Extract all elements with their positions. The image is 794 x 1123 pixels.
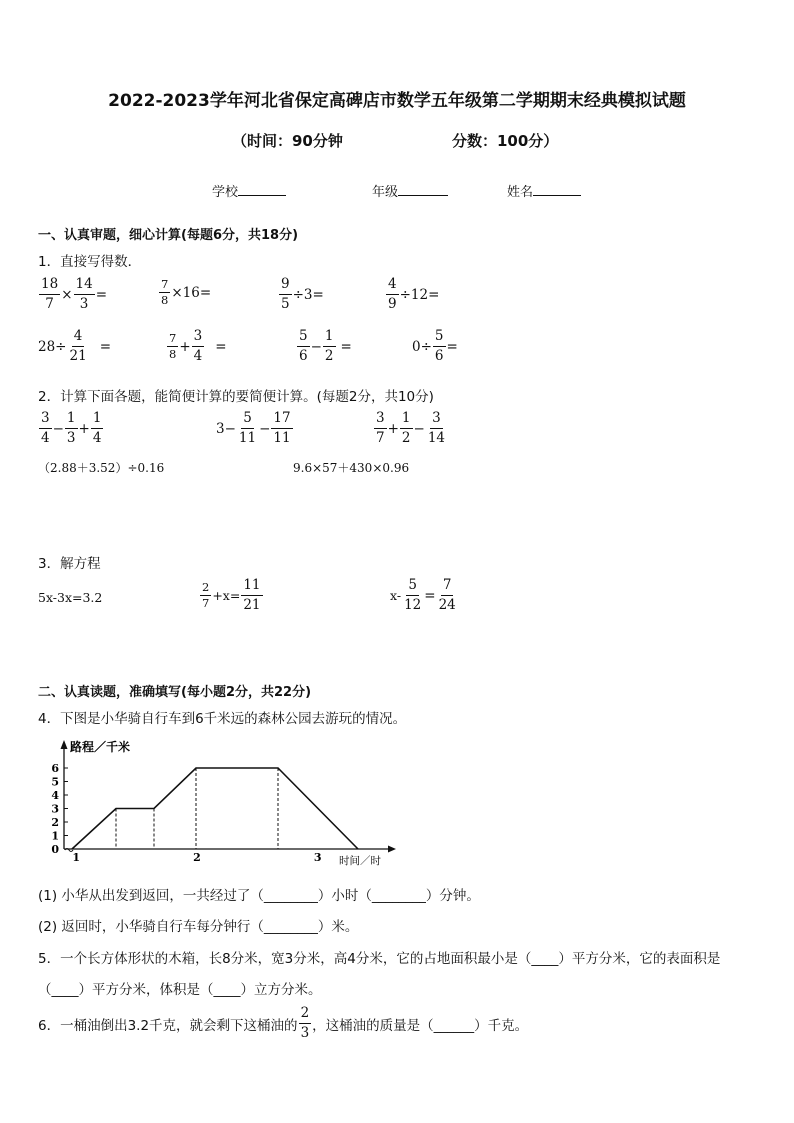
y-axis-arrow xyxy=(61,740,68,749)
y-tick-label: 6 xyxy=(51,762,59,775)
q1-prompt: 1．直接写得数． xyxy=(38,254,142,270)
q6 xyxy=(38,1005,528,1042)
q1-expr-5: 28÷ $\frac{4}{21}$ = xyxy=(38,328,111,364)
y-tick-label: 1 xyxy=(51,829,59,843)
q2-expr-5: 9.6×57＋430×0.96 xyxy=(293,461,410,475)
q3-equation-3: x- $\frac{5}{12}$ = $\frac{7}{24}$ xyxy=(390,577,456,613)
q2-expr-4: （2.88＋3.52）÷0.16 xyxy=(38,461,165,475)
y-tick-label: 2 xyxy=(51,816,59,829)
y-tick-label: 3 xyxy=(51,802,59,816)
q1-expr-4: $\frac{4}{9}$ ÷12= xyxy=(388,276,440,312)
grade-label-prefix: 年 xyxy=(372,185,386,200)
name-blank[interactable] xyxy=(533,181,581,196)
school-label: 学校 xyxy=(212,185,239,200)
page-title: 2022-2023学年河北省保定高碑店市数学五年级第二学期期末经典模拟试题 xyxy=(108,91,686,111)
school-blank[interactable] xyxy=(238,181,286,196)
q1-expr-8: 0÷ $\frac{5}{6}$ = xyxy=(412,328,458,364)
q4-prompt: 4．下图是小华骑自行车到6千米远的森林公园去游玩的情况。 xyxy=(38,711,407,727)
x-axis-arrow xyxy=(388,846,396,853)
q2-expr-3: 3 7 + $\frac{1}{2}$ − $\frac{3}{14}$ xyxy=(376,410,445,446)
q5-line1: 5．一个长方体形状的木箱，长8分米，宽3分米，高4分米，它的占地面积最小是（____）平方分米，它的表面积是 xyxy=(38,951,721,967)
q5-line2: （____）平方分米，体积是（____）立方分米。 xyxy=(38,982,322,998)
q2-expr-2: 3− $\frac{5}{11}$ − $\frac{17}{11}$ xyxy=(216,410,291,446)
x-tick-label: 3 xyxy=(313,851,322,864)
q3-equation-1: 5x-3x=3.2 xyxy=(38,590,103,605)
x-tick-label: 2 xyxy=(193,851,201,864)
series-line xyxy=(72,768,358,849)
q3-equation-2: 2 7 +x= $\frac{11}{21}$ xyxy=(202,577,261,613)
q1-expr-1: $\frac{18}{7}$ × $\frac{14}{3}$ = xyxy=(41,276,107,312)
q4-sub2: (2) 返回时，小华骑自行车每分钟行（________）米。 xyxy=(38,919,359,935)
q1-expr-7: 5 6 − $\frac{1}{2}$ = xyxy=(299,328,352,364)
y-tick-label: 4 xyxy=(51,789,59,802)
name-label: 姓名 xyxy=(507,185,534,200)
q6-text-before: 6．一桶油倒出3.2千克，就会剩下这桶油的 xyxy=(38,1017,298,1034)
q1-expr-2: $\frac{7}{8}$ ×16= xyxy=(161,277,212,307)
x-tick-label: 1 xyxy=(72,851,81,864)
q6-fraction: 2 3 xyxy=(300,1005,310,1041)
grade-label: 级 xyxy=(385,185,399,200)
q1-expr-3: $\frac{9}{5}$ ÷3= xyxy=(281,276,324,312)
q2-expr-1: 3 4 − $\frac{1}{3}$ + $\frac{1}{4}$ xyxy=(41,410,102,446)
q6-text-after: ，这桶油的质量是（______）千克。 xyxy=(312,1017,529,1034)
school-field xyxy=(212,181,286,200)
exam-time: （时间：90分钟 xyxy=(232,132,343,150)
q4-sub1: (1) 小华从出发到返回，一共经过了（________）小时（________）分钟。 xyxy=(38,888,480,904)
name-field xyxy=(507,181,581,200)
section1-heading: 一、认真审题，细心计算(每题6分，共18分) xyxy=(38,228,299,243)
distance-time-chart xyxy=(36,735,406,870)
grade-field xyxy=(372,181,448,200)
y-tick-label: 5 xyxy=(51,775,59,789)
exam-score: 分数：100分） xyxy=(452,132,559,150)
y-tick-label: 0 xyxy=(51,843,59,856)
x-axis-label: 时间／时 xyxy=(339,855,381,867)
q2-prompt: 2．计算下面各题，能简便计算的要简便计算。(每题2分，共10分) xyxy=(38,389,434,405)
section2-heading: 二、认真读题，准确填写(每小题2分，共22分) xyxy=(38,685,312,700)
grade-blank[interactable] xyxy=(398,181,448,196)
q1-expr-6: 7 8 + $\frac{3}{4}$ = xyxy=(169,328,227,364)
q3-prompt: 3．解方程 xyxy=(38,556,101,572)
y-axis-label: 路程／千米 xyxy=(70,740,131,754)
